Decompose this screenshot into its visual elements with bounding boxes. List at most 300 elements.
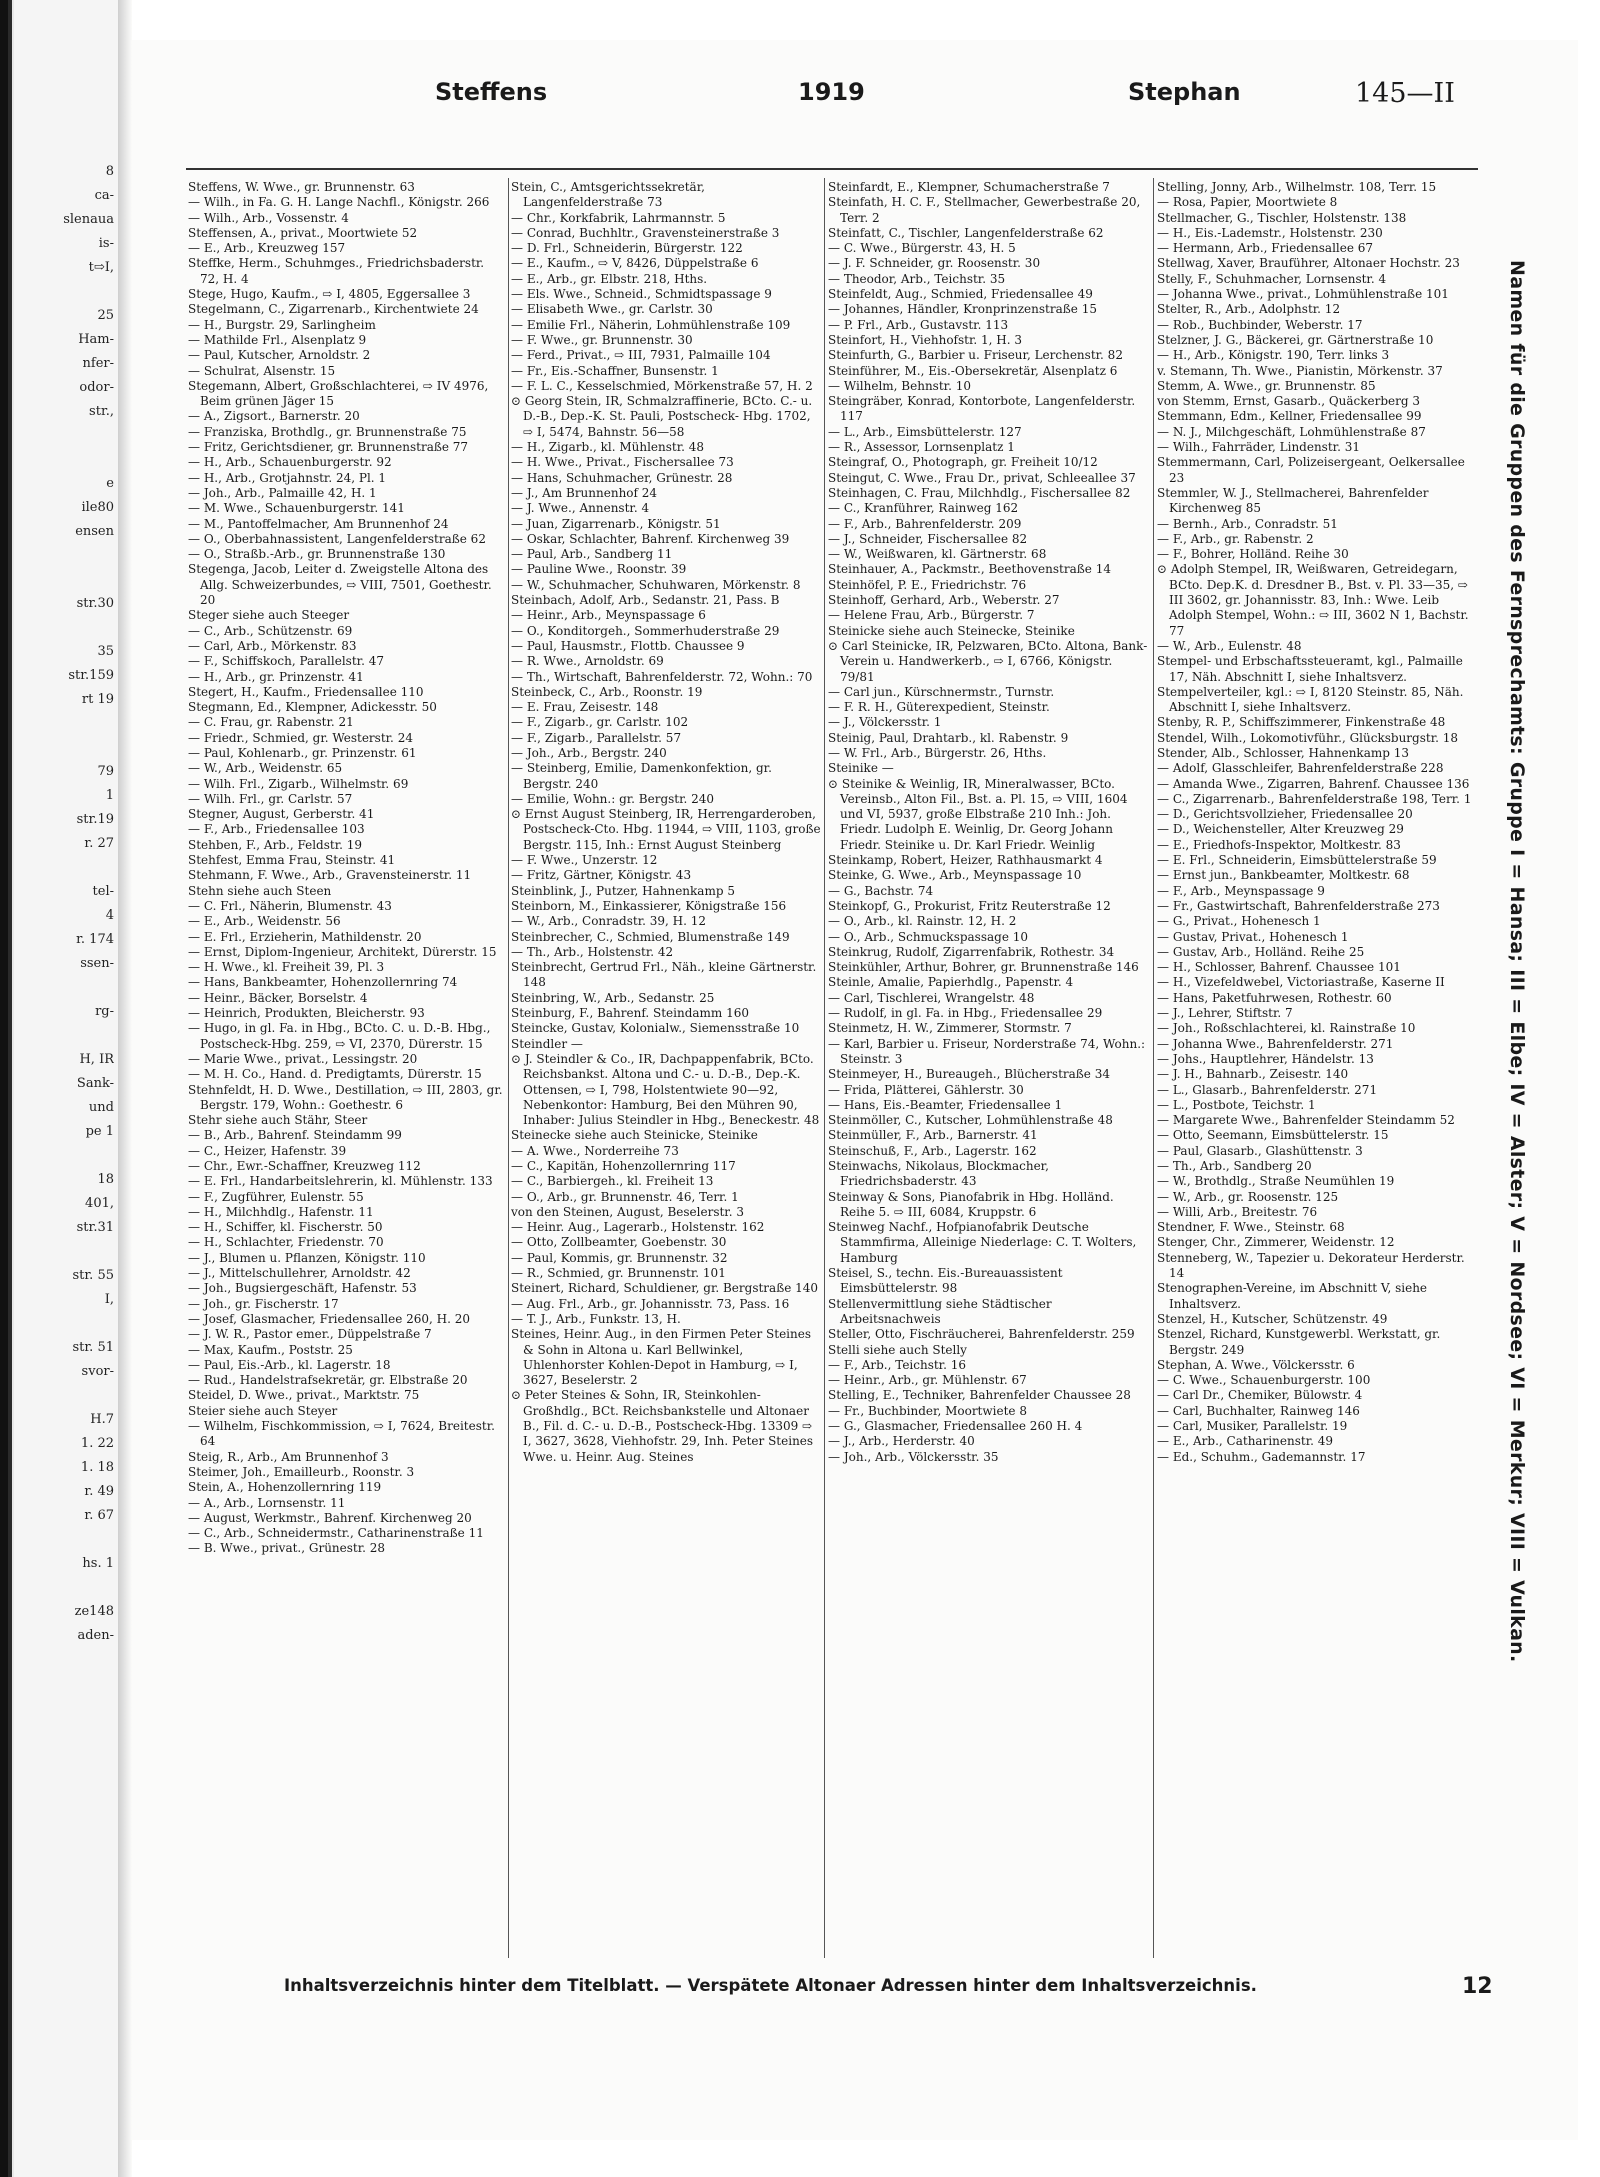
- directory-entry: von den Steinen, August, Beselerstr. 3: [511, 1204, 744, 1219]
- directory-entry: — L., Postbote, Teichstr. 1: [1157, 1097, 1316, 1112]
- directory-entry: — Paul, Kutscher, Arnoldstr. 2: [188, 348, 371, 363]
- previous-page-fragment: str.,: [89, 404, 114, 419]
- previous-page-fragment: slenaua: [63, 212, 114, 227]
- previous-page-fragment: ca-: [94, 188, 114, 203]
- directory-entry: — Margarete Wwe., Bahrenfelder Steindamm 52: [1157, 1113, 1455, 1128]
- directory-entry: Stehn siehe auch Steen: [188, 883, 332, 898]
- directory-entry: — D. Frl., Schneiderin, Bürgerstr. 122: [511, 241, 743, 256]
- directory-entry: Steinbrecht, Gertrud Frl., Näh., kleine Gärtnerstr. 148: [511, 960, 817, 990]
- directory-entry: v. Stemann, Th. Wwe., Pianistin, Mörkenstr. 37: [1157, 363, 1443, 378]
- directory-entry: Steinbring, W., Arb., Sedanstr. 25: [511, 990, 715, 1005]
- header-page-number: 145—II: [1355, 78, 1455, 109]
- previous-page-fragment: svor-: [81, 1364, 114, 1379]
- directory-entry: — P. Frl., Arb., Gustavstr. 113: [828, 317, 1009, 332]
- directory-entry: — G., Privat., Hohenesch 1: [1157, 914, 1321, 929]
- directory-entry: — Otto, Zollbeamter, Goebenstr. 30: [511, 1235, 727, 1250]
- directory-entry: — O., Oberbahnassistent, Langenfelderstraße 62: [188, 531, 486, 546]
- directory-entry: — J., Am Brunnenhof 24: [511, 485, 658, 500]
- directory-entry: — Marie Wwe., privat., Lessingstr. 20: [188, 1051, 418, 1066]
- directory-entry: — O., Arb., Schmuckspassage 10: [828, 929, 1029, 944]
- directory-entry: — Carl, Tischlerei, Wrangelstr. 48: [828, 990, 1035, 1005]
- directory-entry: — L., Arb., Eimsbüttelerstr. 127: [828, 424, 1022, 439]
- directory-entry: — H., Arb., Schauenburgerstr. 92: [188, 455, 392, 470]
- directory-entry: Stege, Hugo, Kaufm., ⇨ I, 4805, Eggersallee 3: [188, 287, 471, 302]
- previous-page-fragment: pe 1: [85, 1124, 114, 1139]
- previous-page-fragment: aden-: [77, 1628, 114, 1643]
- directory-entry: — Juan, Zigarrenarb., Königstr. 51: [511, 516, 721, 531]
- directory-entry: — Paul, Glasarb., Glashüttenstr. 3: [1157, 1143, 1363, 1158]
- directory-entry: Stegner, August, Gerberstr. 41: [188, 807, 375, 822]
- previous-page-fragment: ze148: [74, 1604, 114, 1619]
- directory-entry: Steisel, S., techn. Eis.-Bureauassistent Eimsbüttelerstr. 98: [828, 1266, 1063, 1296]
- directory-entry: Stelter, R., Arb., Adolphstr. 12: [1157, 302, 1341, 317]
- previous-page-fragment: ile80: [81, 500, 114, 515]
- directory-entry: — Bernh., Arb., Conradstr. 51: [1157, 516, 1338, 531]
- directory-entry: — R. Wwe., Arnoldstr. 69: [511, 654, 664, 669]
- directory-entry: Steinkopf, G., Prokurist, Fritz Reuterstraße 12: [828, 898, 1111, 913]
- directory-entry: — M. H. Co., Hand. d. Predigtamts, Dürerstr. 15: [188, 1067, 482, 1082]
- directory-entry: Stein, A., Hohenzollernring 119: [188, 1480, 382, 1495]
- directory-entry: Stenger, Chr., Zimmerer, Weidenstr. 12: [1157, 1235, 1395, 1250]
- directory-entry: — Fr., Gastwirtschaft, Bahrenfelderstraße 273: [1157, 898, 1440, 913]
- directory-entry: — Conrad, Buchhltr., Gravensteinerstraße 3: [511, 225, 780, 240]
- directory-entry: — J. H., Bahnarb., Zeisestr. 140: [1157, 1067, 1349, 1082]
- directory-entry: — A., Arb., Lornsenstr. 11: [188, 1495, 346, 1510]
- directory-column-4: [1157, 180, 1472, 1955]
- previous-page-fragment: [14, 544, 114, 568]
- directory-entry: Steinburg, F., Bahrenf. Steindamm 160: [511, 1006, 750, 1021]
- directory-entry: Steinkamp, Robert, Heizer, Rathhausmarkt 4: [828, 853, 1103, 868]
- directory-entry: Stender, Alb., Schlosser, Hahnenkamp 13: [1157, 745, 1410, 760]
- directory-entry: — E., Friedhofs-Inspektor, Moltkestr. 83: [1157, 837, 1401, 852]
- previous-page-fragment: hs. 1: [82, 1556, 114, 1571]
- directory-entry: — Ernst, Diplom-Ingenieur, Architekt, Dürerstr. 15: [188, 944, 497, 959]
- directory-entry: — J., Völckersstr. 1: [828, 715, 942, 730]
- directory-entry: Steier siehe auch Steyer: [188, 1403, 338, 1418]
- directory-entry: Steinert, Richard, Schuldiener, gr. Bergstraße 140: [511, 1281, 819, 1296]
- directory-entry: ⊙ J. Steindler & Co., IR, Dachpappenfabrik, BCto. Reichsbankst. Altona und C.- u. D.-B., Dep.-K. Ottensen, ⇨ I, 798, Holstentwiete 90—92, Nebenkontor: Hamburg, Bei den Mühren 90, Inhaber: Julius Steindler in Hbg., Beneckestr. 48: [511, 1051, 820, 1128]
- directory-entry: Steinike —: [828, 761, 894, 776]
- directory-entry: — D., Gerichtsvollzieher, Friedensallee 20: [1157, 807, 1413, 822]
- directory-column-1: [188, 180, 506, 1955]
- directory-entry: — M. Wwe., Schauenburgerstr. 141: [188, 501, 405, 516]
- column-rule: [824, 178, 825, 1958]
- directory-entry: — F. Wwe., Unzerstr. 12: [511, 853, 658, 868]
- previous-page-fragment: r. 49: [84, 1484, 114, 1499]
- directory-entry: — F., Arb., Meynspassage 9: [1157, 883, 1325, 898]
- directory-entry: Steinbeck, C., Arb., Roonstr. 19: [511, 684, 703, 699]
- directory-entry: — F., Zigarb., Parallelstr. 57: [511, 730, 682, 745]
- directory-entry: — F., Zigarb., gr. Carlstr. 102: [511, 715, 689, 730]
- directory-entry: — F. R. H., Güterexpedient, Steinstr.: [828, 700, 1050, 715]
- previous-page-fragment: 79: [97, 764, 114, 779]
- previous-page-fragment: [14, 1384, 114, 1408]
- directory-entry: — J., Arb., Herderstr. 40: [828, 1434, 975, 1449]
- header-left-name: Steffens: [435, 78, 548, 106]
- directory-entry: — Heinr., Arb., Meynspassage 6: [511, 608, 706, 623]
- directory-entry: Steinbrecher, C., Schmied, Blumenstraße 149: [511, 929, 790, 944]
- previous-page-fragment: [14, 1528, 114, 1552]
- directory-entry: — Paul, Arb., Sandberg 11: [511, 547, 673, 562]
- directory-entry: — Heinr. Aug., Lagerarb., Holstenstr. 162: [511, 1220, 765, 1235]
- header-rule: [186, 168, 1478, 170]
- directory-entry: — Pauline Wwe., Roonstr. 39: [511, 562, 687, 577]
- directory-entry: — H., Arb., Grotjahnstr. 24, Pl. 1: [188, 470, 387, 485]
- directory-entry: — A., Zigsort., Barnerstr. 20: [188, 409, 360, 424]
- directory-entry: Stelling, Jonny, Arb., Wilhelmstr. 108, Terr. 15: [1157, 180, 1437, 194]
- directory-entry: — H., Eis.-Lademstr., Holstenstr. 230: [1157, 225, 1383, 240]
- directory-entry: — F., Arb., Teichstr. 16: [828, 1357, 966, 1372]
- side-note-text: Namen für die Gruppen des Fernsprechamts: Gruppe I = Hansa; III = Elbe; IV = Alster; V = Nordsee; VI = Merkur; VIII = Vulkan.: [1506, 260, 1528, 1663]
- directory-entry: — H., Arb., Königstr. 190, Terr. links 3: [1157, 348, 1390, 363]
- previous-page-fragment: 1. 18: [80, 1460, 114, 1475]
- directory-entry: Steinmöller, C., Kutscher, Lohmühlenstraße 48: [828, 1113, 1113, 1128]
- previous-page-fragment: H.7: [90, 1412, 114, 1427]
- directory-entry: Steinicke siehe auch Steinecke, Steinike: [828, 623, 1075, 638]
- column-rule: [508, 178, 509, 1958]
- directory-entry: Stegmann, Ed., Klempner, Adickesstr. 50: [188, 700, 437, 715]
- previous-page-fragment: [14, 616, 114, 640]
- directory-entry: — Wilhelm, Fischkommission, ⇨ I, 7624, Breitestr. 64: [188, 1419, 495, 1449]
- previous-page-fragment: r. 174: [76, 932, 114, 947]
- directory-entry: — Joh., Arb., Bergstr. 240: [511, 745, 667, 760]
- directory-entry: — Mathilde Frl., Alsenplatz 9: [188, 332, 367, 347]
- directory-entry: — H., Arb., gr. Prinzenstr. 41: [188, 669, 364, 684]
- directory-entry: Stelling, E., Techniker, Bahrenfelder Chaussee 28: [828, 1388, 1131, 1403]
- side-note: [1480, 260, 1540, 1820]
- directory-entry: — Schulrat, Alsenstr. 15: [188, 363, 336, 378]
- directory-entry: — W., Arb., Eulenstr. 48: [1157, 638, 1302, 653]
- directory-entry: — Fr., Eis.-Schaffner, Bunsenstr. 1: [511, 363, 719, 378]
- directory-entry: — Gustav, Arb., Holländ. Reihe 25: [1157, 944, 1365, 959]
- directory-entry: — E., Arb., Weidenstr. 56: [188, 914, 341, 929]
- directory-entry: — Joh., Arb., Palmaille 42, H. 1: [188, 485, 377, 500]
- directory-entry: Steinfort, H., Viehhofstr. 1, H. 3: [828, 332, 1023, 347]
- directory-entry: Stenzel, Richard, Kunstgewerbl. Werkstatt, gr. Bergstr. 249: [1157, 1327, 1441, 1357]
- directory-entry: — G., Glasmacher, Friedensallee 260 H. 4: [828, 1419, 1083, 1434]
- directory-entry: — Heinrich, Produkten, Bleicherstr. 93: [188, 1006, 425, 1021]
- directory-entry: Stemmermann, Carl, Polizeisergeant, Oelkersallee 23: [1157, 455, 1465, 485]
- directory-entry: Steinblink, J., Putzer, Hahnenkamp 5: [511, 883, 735, 898]
- directory-entry: — E., Arb., gr. Elbstr. 218, Hths.: [511, 271, 708, 286]
- previous-page-fragment: ensen: [75, 524, 114, 539]
- directory-entry: Stenographen-Vereine, im Abschnitt V, siehe Inhaltsverz.: [1157, 1281, 1428, 1311]
- directory-entry: — H. Wwe., Privat., Fischersallee 73: [511, 455, 734, 470]
- directory-entry: Stempel- und Erbschaftssteueramt, kgl., Palmaille 17, Näh. Abschnitt I, siehe Inhaltsverz.: [1157, 654, 1463, 684]
- directory-entry: — H., Vizefeldwebel, Victoriastraße, Kaserne II: [1157, 975, 1445, 990]
- directory-entry: — Wilhelm, Behnstr. 10: [828, 378, 971, 393]
- previous-page-fragment: ssen-: [80, 956, 114, 971]
- directory-entry: Stegenga, Jacob, Leiter d. Zweigstelle Altona des Allg. Schweizerbundes, ⇨ VIII, 7501, Goethestr. 20: [188, 562, 492, 608]
- directory-entry: ⊙ Peter Steines & Sohn, IR, Steinkohlen-Großhdlg., BCt. Reichsbankstelle und Altonaer B., Fil. d. C.- u. D.-B., Postscheck-Hbg. 13309 ⇨ I, 3627, 3628, Viehhofstr. 29, Inh. Peter Steines Wwe. u. Heinr. Aug. Steines: [511, 1388, 814, 1464]
- directory-entry: — Theodor, Arb., Teichstr. 35: [828, 271, 1006, 286]
- directory-entry: — M., Pantoffelmacher, Am Brunnenhof 24: [188, 516, 449, 531]
- directory-entry: Steines, Heinr. Aug., in den Firmen Peter Steines & Sohn in Altona u. Karl Bellwinkel, Uhlenhorster Kohlen-Depot in Hamburg, ⇨ I, 3627, Beselerstr. 2: [511, 1327, 812, 1388]
- directory-entry: — Fritz, Gärtner, Königstr. 43: [511, 868, 692, 883]
- directory-entry: — C., Arb., Schneidermstr., Catharinenstraße 11: [188, 1526, 484, 1541]
- previous-page-fragment: 401,: [85, 1196, 114, 1211]
- directory-entry: — Carl, Musiker, Parallelstr. 19: [1157, 1419, 1348, 1434]
- directory-entry: Steinschuß, F., Arb., Lagerstr. 162: [828, 1143, 1037, 1158]
- directory-entry: — August, Werkmstr., Bahrenf. Kirchenweg 20: [188, 1510, 472, 1525]
- directory-entry: — J. W. R., Pastor emer., Düppelstraße 7: [188, 1327, 432, 1342]
- previous-page-fragment: 1. 22: [80, 1436, 114, 1451]
- directory-entry: — Joh., Arb., Völckersstr. 35: [828, 1449, 999, 1464]
- directory-entry: Steinfath, H. C. F., Stellmacher, Gewerbestraße 20, Terr. 2: [828, 195, 1141, 225]
- previous-page-fragment: str.159: [68, 668, 114, 683]
- directory-entry: Stelly, F., Schuhmacher, Lornsenstr. 4: [1157, 271, 1387, 286]
- directory-entry: Steinmeyer, H., Bureaugeh., Blücherstraße 34: [828, 1067, 1110, 1082]
- directory-entry: — Carl, Buchhalter, Rainweg 146: [1157, 1403, 1360, 1418]
- directory-entry: — Joh., Bugsiergeschäft, Hafenstr. 53: [188, 1281, 417, 1296]
- directory-entry: Steinfurth, G., Barbier u. Friseur, Lerchenstr. 82: [828, 348, 1123, 363]
- directory-entry: Steinecke siehe auch Steinicke, Steinike: [511, 1128, 758, 1143]
- directory-entry: — W., Arb., Conradstr. 39, H. 12: [511, 914, 707, 929]
- directory-entry: Stelli siehe auch Stelly: [828, 1342, 967, 1357]
- directory-entry: — A. Wwe., Norderreihe 73: [511, 1143, 679, 1158]
- directory-entry: — Johannes, Händler, Kronprinzenstraße 15: [828, 302, 1097, 317]
- directory-entry: — Hans, Bankbeamter, Hohenzollernring 74: [188, 975, 458, 990]
- directory-entry: Steindler —: [511, 1036, 583, 1051]
- directory-entry: — Helene Frau, Arb., Bürgerstr. 7: [828, 608, 1035, 623]
- directory-entry: — Paul, Eis.-Arb., kl. Lagerstr. 18: [188, 1357, 391, 1372]
- directory-entry: — T. J., Arb., Funkstr. 13, H.: [511, 1311, 681, 1326]
- directory-entry: — O., Straßb.-Arb., gr. Brunnenstraße 130: [188, 547, 446, 562]
- directory-entry: — W., Schuhmacher, Schuhwaren, Mörkenstr. 8: [511, 577, 801, 592]
- previous-page-fragment: str.30: [76, 596, 114, 611]
- directory-entry: — Carl jun., Kürschnermstr., Turnstr.: [828, 684, 1055, 699]
- directory-entry: — F. Wwe., gr. Brunnenstr. 30: [511, 332, 693, 347]
- directory-entry: Steinle, Amalie, Papierhdlg., Papenstr. 4: [828, 975, 1074, 990]
- directory-entry: — W., Arb., Weidenstr. 65: [188, 761, 343, 776]
- previous-page-fragment: [14, 1240, 114, 1264]
- directory-entry: — F., Bohrer, Holländ. Reihe 30: [1157, 547, 1349, 562]
- directory-entry: Stegert, H., Kaufm., Friedensallee 110: [188, 684, 424, 699]
- previous-page-fragment: [14, 1576, 114, 1600]
- directory-entry: Stellmacher, G., Tischler, Holstenstr. 138: [1157, 210, 1407, 225]
- directory-entry: — Johanna Wwe., Bahrenfelderstr. 271: [1157, 1036, 1394, 1051]
- previous-page-fragment: [14, 448, 114, 472]
- directory-entry: — Gustav, Privat., Hohenesch 1: [1157, 929, 1349, 944]
- previous-page-fragment: odor-: [79, 380, 114, 395]
- previous-page-fragment: Ham-: [78, 332, 114, 347]
- directory-entry: Steinkühler, Arthur, Bohrer, gr. Brunnenstraße 146: [828, 960, 1139, 975]
- directory-entry: — Carl, Arb., Mörkenstr. 83: [188, 638, 357, 653]
- previous-page-fragment: 25: [97, 308, 114, 323]
- directory-entry: — O., Arb., gr. Brunnenstr. 46, Terr. 1: [511, 1189, 739, 1204]
- directory-entry: — Willi, Arb., Breitestr. 76: [1157, 1204, 1318, 1219]
- directory-entry: Stelzner, J. G., Bäckerei, gr. Gärtnerstraße 10: [1157, 332, 1434, 347]
- directory-entry: Stehr siehe auch Stähr, Steer: [188, 1113, 368, 1128]
- directory-entry: Steincke, Gustav, Kolonialw., Siemensstraße 10: [511, 1021, 800, 1036]
- directory-entry: — Chr., Ewr.-Schaffner, Kreuzweg 112: [188, 1159, 421, 1173]
- directory-entry: — E. Frl., Erzieherin, Mathildenstr. 20: [188, 929, 422, 944]
- directory-entry: ⊙ Adolph Stempel, IR, Weißwaren, Getreidegarn, BCto. Dep.K. d. Dresdner B., Bst. v. Pl. 33—35, ⇨ III 3602, gr. Johannisstr. 83, Inh.: Wwe. Leib Adolph Stempel, Wohn.: ⇨ III, 3602 N 1, Bachstr. 77: [1157, 562, 1469, 638]
- directory-entry: — Wilh. Frl., gr. Carlstr. 57: [188, 791, 353, 806]
- directory-entry: Steffensen, A., privat., Moortwiete 52: [188, 225, 418, 240]
- directory-entry: — Joh., Roßschlachterei, kl. Rainstraße 10: [1157, 1021, 1416, 1036]
- page-gutter: [118, 0, 132, 2177]
- directory-entry: Steffke, Herm., Schuhmges., Friedrichsbaderstr. 72, H. 4: [188, 256, 485, 286]
- directory-entry: — Heinr., Arb., gr. Mühlenstr. 67: [828, 1373, 1027, 1388]
- directory-entry: Steidel, D. Wwe., privat., Marktstr. 75: [188, 1388, 420, 1403]
- directory-entry: — Paul, Kommis, gr. Brunnenstr. 32: [511, 1250, 728, 1265]
- directory-entry: — E., Arb., Catharinenstr. 49: [1157, 1434, 1334, 1449]
- directory-entry: — Rosa, Papier, Moortwiete 8: [1157, 195, 1338, 210]
- directory-entry: Stemm, A. Wwe., gr. Brunnenstr. 85: [1157, 378, 1376, 393]
- directory-entry: — Heinr., Bäcker, Borselstr. 4: [188, 990, 368, 1005]
- previous-page-fragment: [14, 424, 114, 448]
- directory-entry: — Emilie Frl., Näherin, Lohmühlenstraße 109: [511, 317, 791, 332]
- directory-entry: Stenby, R. P., Schiffszimmerer, Finkenstraße 48: [1157, 715, 1446, 730]
- directory-entry: Steinfeldt, Aug., Schmied, Friedensallee 49: [828, 287, 1093, 302]
- directory-entry: Steinhagen, C. Frau, Milchhdlg., Fischersallee 82: [828, 485, 1131, 500]
- directory-entry: — B., Arb., Bahrenf. Steindamm 99: [188, 1128, 402, 1143]
- directory-entry: Steingraf, O., Photograph, gr. Freiheit 10/12: [828, 455, 1098, 470]
- directory-entry: — C. Wwe., Schauenburgerstr. 100: [1157, 1373, 1371, 1388]
- directory-entry: — B. Wwe., privat., Grünestr. 28: [188, 1541, 386, 1556]
- directory-entry: — F., Arb., Bahrenfelderstr. 209: [828, 516, 1022, 531]
- directory-entry: Stendner, F. Wwe., Steinstr. 68: [1157, 1220, 1345, 1235]
- directory-entry: — Wilh. Frl., Zigarb., Wilhelmstr. 69: [188, 776, 409, 791]
- directory-entry: — R., Assessor, Lornsenplatz 1: [828, 440, 1015, 455]
- previous-page-fragment: 35: [97, 644, 114, 659]
- directory-entry: — Otto, Seemann, Eimsbüttelerstr. 15: [1157, 1128, 1389, 1143]
- directory-entry: — F., Arb., gr. Rabenstr. 2: [1157, 531, 1314, 546]
- directory-entry: Steffens, W. Wwe., gr. Brunnenstr. 63: [188, 180, 415, 194]
- directory-entry: — L., Glasarb., Bahrenfelderstr. 271: [1157, 1082, 1378, 1097]
- directory-entry: Stehnfeldt, H. D. Wwe., Destillation, ⇨ III, 2803, gr. Bergstr. 179, Wohn.: Goethestr. 6: [188, 1082, 503, 1112]
- previous-page-fragment: e: [106, 476, 114, 491]
- directory-entry: — Hermann, Arb., Friedensallee 67: [1157, 241, 1374, 256]
- directory-entry: Steinborn, M., Einkassierer, Königstraße 156: [511, 898, 787, 913]
- previous-page-fragment: r. 67: [84, 1508, 114, 1523]
- directory-entry: — J. Wwe., Annenstr. 4: [511, 501, 650, 516]
- directory-entry: Stegelmann, C., Zigarrenarb., Kirchentwiete 24: [188, 302, 479, 317]
- directory-entry: — Friedr., Schmied, gr. Westerstr. 24: [188, 730, 413, 745]
- directory-entry: Steinway & Sons, Pianofabrik in Hbg. Holländ. Reihe 5. ⇨ III, 6084, Kruppstr. 6: [828, 1189, 1114, 1219]
- directory-entry: — H., Schlachter, Friedenstr. 70: [188, 1235, 384, 1250]
- directory-entry: — Elisabeth Wwe., gr. Carlstr. 30: [511, 302, 713, 317]
- directory-entry: — J., Lehrer, Stiftstr. 7: [1157, 1006, 1293, 1021]
- directory-entry: Steimer, Joh., Emailleurb., Roonstr. 3: [188, 1464, 415, 1479]
- directory-entry: Steger siehe auch Steeger: [188, 608, 350, 623]
- directory-entry: — Johanna Wwe., privat., Lohmühlenstraße 101: [1157, 287, 1449, 302]
- directory-entry: — Hans, Paketfuhrwesen, Rothestr. 60: [1157, 990, 1392, 1005]
- directory-entry: Stellwag, Xaver, Brauführer, Altonaer Hochstr. 23: [1157, 256, 1460, 271]
- directory-entry: — H. Wwe., kl. Freiheit 39, Pl. 3: [188, 960, 385, 975]
- directory-entry: — E. Frau, Zeisestr. 148: [511, 700, 659, 715]
- directory-entry: — C., Kranführer, Rainweg 162: [828, 501, 1019, 516]
- directory-entry: — C., Barbiergeh., kl. Freiheit 13: [511, 1174, 714, 1189]
- directory-entry: ⊙ Steinike & Weinlig, IR, Mineralwasser, BCto. Vereinsb., Alton Fil., Bst. a. Pl. 15, ⇨ VIII, 1604 und VI, 5937, große Elbstraße 210 Inh.: Joh. Friedr. Ludolph E. Weinlig, Dr. Georg Johann Friedr. Steinike u. Dr. Karl Friedr. Weinlig: [828, 776, 1128, 852]
- directory-entry: — Els. Wwe., Schneid., Schmidtspassage 9: [511, 287, 772, 302]
- directory-entry: Steller, Otto, Fischräucherei, Bahrenfelderstr. 259: [828, 1327, 1135, 1342]
- directory-entry: — Fr., Buchbinder, Moortwiete 8: [828, 1403, 1027, 1418]
- previous-page-fragment: str. 55: [72, 1268, 114, 1283]
- directory-entry: — F., Arb., Friedensallee 103: [188, 822, 365, 837]
- directory-entry: — Joh., gr. Fischerstr. 17: [188, 1296, 339, 1311]
- directory-entry: — Hugo, in gl. Fa. in Hbg., BCto. C. u. D.-B. Hbg., Postscheck-Hbg. 259, ⇨ VI, 2370, Dürerstr. 15: [188, 1021, 491, 1051]
- previous-page-fragment: str.19: [76, 812, 114, 827]
- directory-entry: — H., Schlosser, Bahrenf. Chaussee 101: [1157, 960, 1401, 975]
- directory-entry: Stegemann, Albert, Großschlachterei, ⇨ IV 4976, Beim grünen Jäger 15: [188, 378, 489, 409]
- directory-entry: — D., Weichensteller, Alter Kreuzweg 29: [1157, 822, 1404, 837]
- directory-entry: Stellenvermittlung siehe Städtischer Arbeitsnachweis: [828, 1296, 1052, 1326]
- header-year: 1919: [798, 78, 865, 106]
- directory-entry: Steinweg Nachf., Hofpianofabrik Deutsche Stammfirma, Alleinige Niederlage: C. T. Wolters, Hamburg: [828, 1220, 1137, 1265]
- directory-entry: Steinführer, M., Eis.-Obersekretär, Alsenplatz 6: [828, 363, 1118, 378]
- directory-entry: — C., Arb., Schützenstr. 69: [188, 623, 353, 638]
- previous-page-fragment: [14, 280, 114, 304]
- directory-entry: — Rud., Handelstrafsekretär, gr. Elbstraße 20: [188, 1373, 468, 1388]
- directory-entry: Steinig, Paul, Drahtarb., kl. Rabenstr. 9: [828, 730, 1069, 745]
- directory-entry: — C., Heizer, Hafenstr. 39: [188, 1143, 347, 1158]
- directory-entry: Stemmler, W. J., Stellmacherei, Bahrenfelder Kirchenweg 85: [1157, 485, 1429, 516]
- previous-page-fragment: [14, 712, 114, 736]
- directory-entry: Steinkrug, Rudolf, Zigarrenfabrik, Rothestr. 34: [828, 944, 1115, 959]
- directory-entry: ⊙ Carl Steinicke, IR, Pelzwaren, BCto. Altona, Bank-Verein u. Handwerkerb., ⇨ I, 6766, Königstr. 79/81: [828, 638, 1148, 684]
- directory-entry: Stenneberg, W., Tapezier u. Dekorateur Herderstr. 14: [1157, 1250, 1465, 1281]
- directory-entry: — Steinberg, Emilie, Damenkonfektion, gr. Bergstr. 240: [511, 761, 772, 791]
- directory-entry: — Hans, Eis.-Beamter, Friedensallee 1: [828, 1097, 1063, 1112]
- directory-entry: — Ernst jun., Bankbeamter, Moltkestr. 68: [1157, 868, 1410, 883]
- directory-entry: — Emilie, Wohn.: gr. Bergstr. 240: [511, 791, 715, 806]
- directory-entry: Stendel, Wilh., Lokomotivführ., Glücksburgstr. 18: [1157, 730, 1459, 745]
- previous-page-fragment: Sank-: [76, 1076, 114, 1091]
- previous-page-fragments: [14, 160, 114, 1648]
- footer-note: Inhaltsverzeichnis hinter dem Titelblatt. — Verspätete Altonaer Adressen hinter dem Inhaltsverzeichnis.: [284, 1976, 1257, 1995]
- directory-entry: Stephan, A. Wwe., Völckersstr. 6: [1157, 1357, 1355, 1372]
- directory-entry: — H., Zigarb., kl. Mühlenstr. 48: [511, 440, 705, 455]
- previous-page-fragment: 1: [105, 788, 114, 803]
- previous-page-fragment: 4: [105, 908, 114, 923]
- directory-entry: ⊙ Ernst August Steinberg, IR, Herrengarderoben, Postscheck-Cto. Hbg. 11944, ⇨ VIII, 1103, große Bergstr. 115, Inh.: Ernst August Steinberg: [511, 807, 821, 852]
- directory-entry: — Th., Arb., Holstenstr. 42: [511, 944, 674, 959]
- directory-entry: Steinhöfel, P. E., Friedrichstr. 76: [828, 577, 1027, 592]
- directory-entry: — Wilh., Arb., Vossenstr. 4: [188, 210, 349, 225]
- directory-entry: — Carl Dr., Chemiker, Bülowstr. 4: [1157, 1388, 1363, 1403]
- directory-entry: — Max, Kaufm., Poststr. 25: [188, 1342, 353, 1357]
- directory-entry: — Hans, Schuhmacher, Grünestr. 28: [511, 470, 733, 485]
- directory-entry: — Frida, Plätterei, Gählerstr. 30: [828, 1082, 1024, 1097]
- directory-entry: Steinfatt, C., Tischler, Langenfelderstraße 62: [828, 225, 1104, 240]
- directory-entry: — C., Kapitän, Hohenzollernring 117: [511, 1159, 736, 1173]
- directory-entry: — E. Frl., Handarbeitslehrerin, kl. Mühlenstr. 133: [188, 1174, 493, 1189]
- directory-entry: — Franziska, Brothdlg., gr. Brunnenstraße 75: [188, 424, 467, 439]
- directory-entry: — Th., Wirtschaft, Bahrenfelderstr. 72, Wohn.: 70: [511, 669, 813, 684]
- directory-entry: — F. L. C., Kesselschmied, Mörkenstraße 57, H. 2: [511, 378, 813, 393]
- directory-entry: Steinbach, Adolf, Arb., Sedanstr. 21, Pass. B: [511, 593, 780, 608]
- directory-entry: — J., Mittelschullehrer, Arnoldstr. 42: [188, 1266, 411, 1281]
- directory-entry: — Ed., Schuhm., Gademannstr. 17: [1157, 1449, 1366, 1464]
- previous-page-fragment: nfer-: [82, 356, 114, 371]
- directory-entry: — Johs., Hauptlehrer, Händelstr. 13: [1157, 1051, 1374, 1066]
- directory-entry: — W. Frl., Arb., Bürgerstr. 26, Hths.: [828, 745, 1047, 760]
- directory-entry: — Karl, Barbier u. Friseur, Norderstraße 74, Wohn.: Steinstr. 3: [828, 1036, 1146, 1066]
- directory-entry: — Oskar, Schlachter, Bahrenf. Kirchenweg 39: [511, 531, 790, 546]
- directory-entry: Stehmann, F. Wwe., Arb., Gravensteinerstr. 11: [188, 868, 472, 883]
- previous-page-fragment: t⇨I,: [88, 260, 114, 275]
- directory-entry: — W., Arb., gr. Roosenstr. 125: [1157, 1189, 1339, 1204]
- directory-entry: — G., Bachstr. 74: [828, 883, 934, 898]
- directory-entry: — O., Konditorgeh., Sommerhuderstraße 29: [511, 623, 780, 638]
- directory-entry: — E., Kaufm., ⇨ V, 8426, Düppelstraße 6: [511, 256, 759, 271]
- previous-page-fragment: [14, 1024, 114, 1048]
- previous-page-fragment: 18: [97, 1172, 114, 1187]
- previous-page-fragment: r. 27: [84, 836, 114, 851]
- directory-entry: — E. Frl., Schneiderin, Eimsbüttelerstraße 59: [1157, 853, 1437, 868]
